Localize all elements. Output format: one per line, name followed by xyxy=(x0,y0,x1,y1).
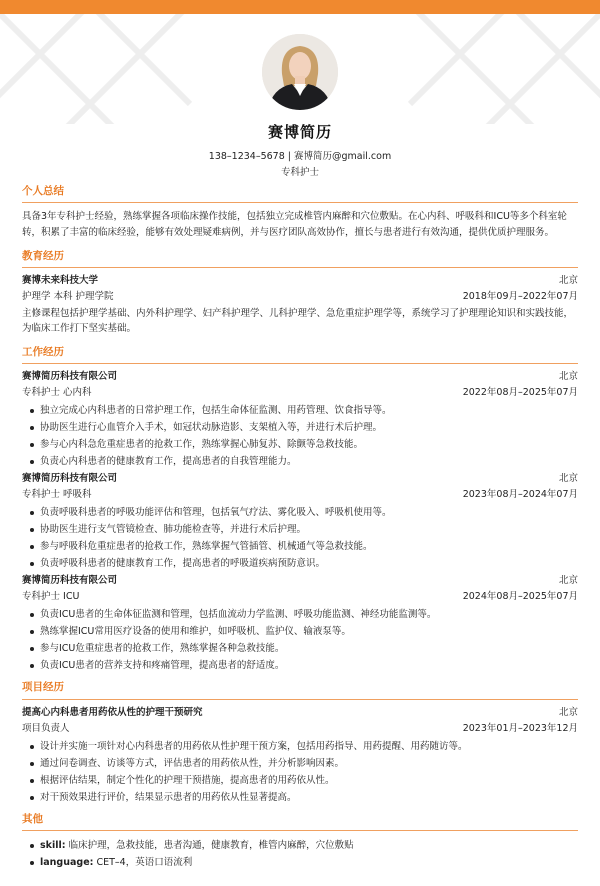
section-title: 其他 xyxy=(22,812,578,831)
project-subheader xyxy=(22,722,578,738)
job-subheader xyxy=(22,590,578,606)
list-item: 负责ICU患者的营养支持和疼痛管理，提高患者的舒适度。 xyxy=(30,657,578,674)
skill-value: 临床护理，急救技能，患者沟通，健康教育，椎管内麻醉，穴位敷贴 xyxy=(65,839,354,851)
list-item: 熟练掌握ICU常用医疗设备的使用和维护，如呼吸机、监护仪、输液泵等。 xyxy=(30,623,578,640)
list-item: 协助医生进行支气管镜检查、肺功能检查等，并进行术后护理。 xyxy=(30,521,578,538)
job-title: 专科护士 xyxy=(280,166,319,178)
job-location: 北京 xyxy=(558,473,578,485)
job-entry xyxy=(22,472,578,572)
section-education xyxy=(22,249,578,338)
job-header xyxy=(22,574,578,590)
other-bullets xyxy=(22,837,578,871)
project-header xyxy=(22,706,578,722)
school-location: 北京 xyxy=(558,274,578,286)
company-name: 赛博简历科技有限公司 xyxy=(22,371,118,383)
avatar xyxy=(262,34,338,110)
project-period: 2023年01月–2023年12月 xyxy=(462,722,578,734)
job-period: 2023年08月–2024年07月 xyxy=(462,489,578,501)
list-item: 参与心内科急危重症患者的抢救工作，熟练掌握心肺复苏、除颤等急救技能。 xyxy=(30,436,578,453)
job-header xyxy=(22,472,578,488)
school-name: 赛博未来科技大学 xyxy=(22,274,99,286)
job-period: 2022年08月–2025年07月 xyxy=(462,387,578,399)
section-title: 个人总结 xyxy=(22,184,578,203)
job-period: 2024年08月–2025年07月 xyxy=(462,591,578,603)
list-item: 协助医生进行心血管介入手术，如冠状动脉造影、支架植入等，并进行术后护理。 xyxy=(30,419,578,436)
language-key: language: xyxy=(40,856,94,868)
list-item xyxy=(30,837,578,854)
summary-text: 具备3年专科护士经验，熟练掌握各项临床操作技能，包括独立完成椎管内麻醉和穴位敷贴。在心内科、呼吸科和ICU等多个科室轮转，积累了丰富的临床经验，能够有效处理疑难病例，并与医疗团队高效协作，擅长与患者进行有效沟通，提供优质护理服务。 xyxy=(22,211,567,238)
job-role: 专科护士 ICU xyxy=(22,591,80,603)
education-period: 2018年09月–2022年07月 xyxy=(462,290,578,302)
project-location: 北京 xyxy=(558,706,578,718)
education-description: 主修课程包括护理学基础、内外科护理学、妇产科护理学、儿科护理学、急危重症护理学等，系统学习了护理理论知识和实践技能，为临床工作打下坚实基础。 xyxy=(22,307,574,335)
project-bullets xyxy=(22,738,578,806)
section-summary xyxy=(22,184,578,241)
list-item: 设计并实施一项针对心内科患者的用药依从性护理干预方案，包括用药指导、用药提醒、用药随访等。 xyxy=(30,738,578,755)
education-subheader xyxy=(22,290,578,306)
top-accent-bar xyxy=(0,0,600,14)
job-role: 专科护士 呼吸科 xyxy=(22,489,92,501)
job-header xyxy=(22,370,578,386)
section-title: 工作经历 xyxy=(22,345,578,364)
list-item: 负责ICU患者的生命体征监测和管理，包括血流动力学监测、呼吸功能监测、神经功能监测等。 xyxy=(30,606,578,623)
list-item: 负责心内科患者的健康教育工作，提高患者的自我管理能力。 xyxy=(30,453,578,470)
degree: 护理学 本科 护理学院 xyxy=(22,290,114,302)
list-item: 负责呼吸科患者的健康教育工作，提高患者的呼吸道疾病预防意识。 xyxy=(30,555,578,572)
language-value: CET–4，英语口语流利 xyxy=(93,856,193,868)
job-bullets xyxy=(22,402,578,470)
job-subheader xyxy=(22,386,578,402)
job-bullets xyxy=(22,504,578,572)
job-role: 专科护士 心内科 xyxy=(22,387,92,399)
job-bullets xyxy=(22,606,578,674)
list-item: 根据评估结果，制定个性化的护理干预措施，提高患者的用药依从性。 xyxy=(30,772,578,789)
list-item: 独立完成心内科患者的日常护理工作，包括生命体征监测、用药管理、饮食指导等。 xyxy=(30,402,578,419)
candidate-name: 赛博简历 xyxy=(267,123,332,141)
job-entry xyxy=(22,370,578,470)
job-location: 北京 xyxy=(558,371,578,383)
education-header xyxy=(22,274,578,290)
project-name: 提高心内科患者用药依从性的护理干预研究 xyxy=(22,706,203,718)
section-other xyxy=(22,812,578,871)
list-item: 负责呼吸科患者的呼吸功能评估和管理，包括氧气疗法、雾化吸入、呼吸机使用等。 xyxy=(30,504,578,521)
list-item xyxy=(30,854,578,871)
company-name: 赛博简历科技有限公司 xyxy=(22,473,118,485)
list-item: 对干预效果进行评价，结果显示患者的用药依从性显著提高。 xyxy=(30,789,578,806)
section-title: 项目经历 xyxy=(22,680,578,699)
section-title: 教育经历 xyxy=(22,249,578,268)
job-subheader xyxy=(22,488,578,504)
list-item: 通过问卷调查、访谈等方式，评估患者的用药依从性，并分析影响因素。 xyxy=(30,755,578,772)
section-work xyxy=(22,345,578,674)
resume-header xyxy=(0,14,600,179)
company-name: 赛博简历科技有限公司 xyxy=(22,575,118,587)
job-location: 北京 xyxy=(558,575,578,587)
section-projects xyxy=(22,680,578,805)
skill-key: skill: xyxy=(40,839,66,851)
list-item: 参与呼吸科危重症患者的抢救工作，熟练掌握气管插管、机械通气等急救技能。 xyxy=(30,538,578,555)
job-entry xyxy=(22,574,578,674)
project-role: 项目负责人 xyxy=(22,722,70,734)
resume-body xyxy=(22,184,578,875)
list-item: 参与ICU危重症患者的抢救工作，熟练掌握各种急救技能。 xyxy=(30,640,578,657)
contact-info: 138–1234–5678 | 赛博简历@gmail.com xyxy=(208,150,392,162)
